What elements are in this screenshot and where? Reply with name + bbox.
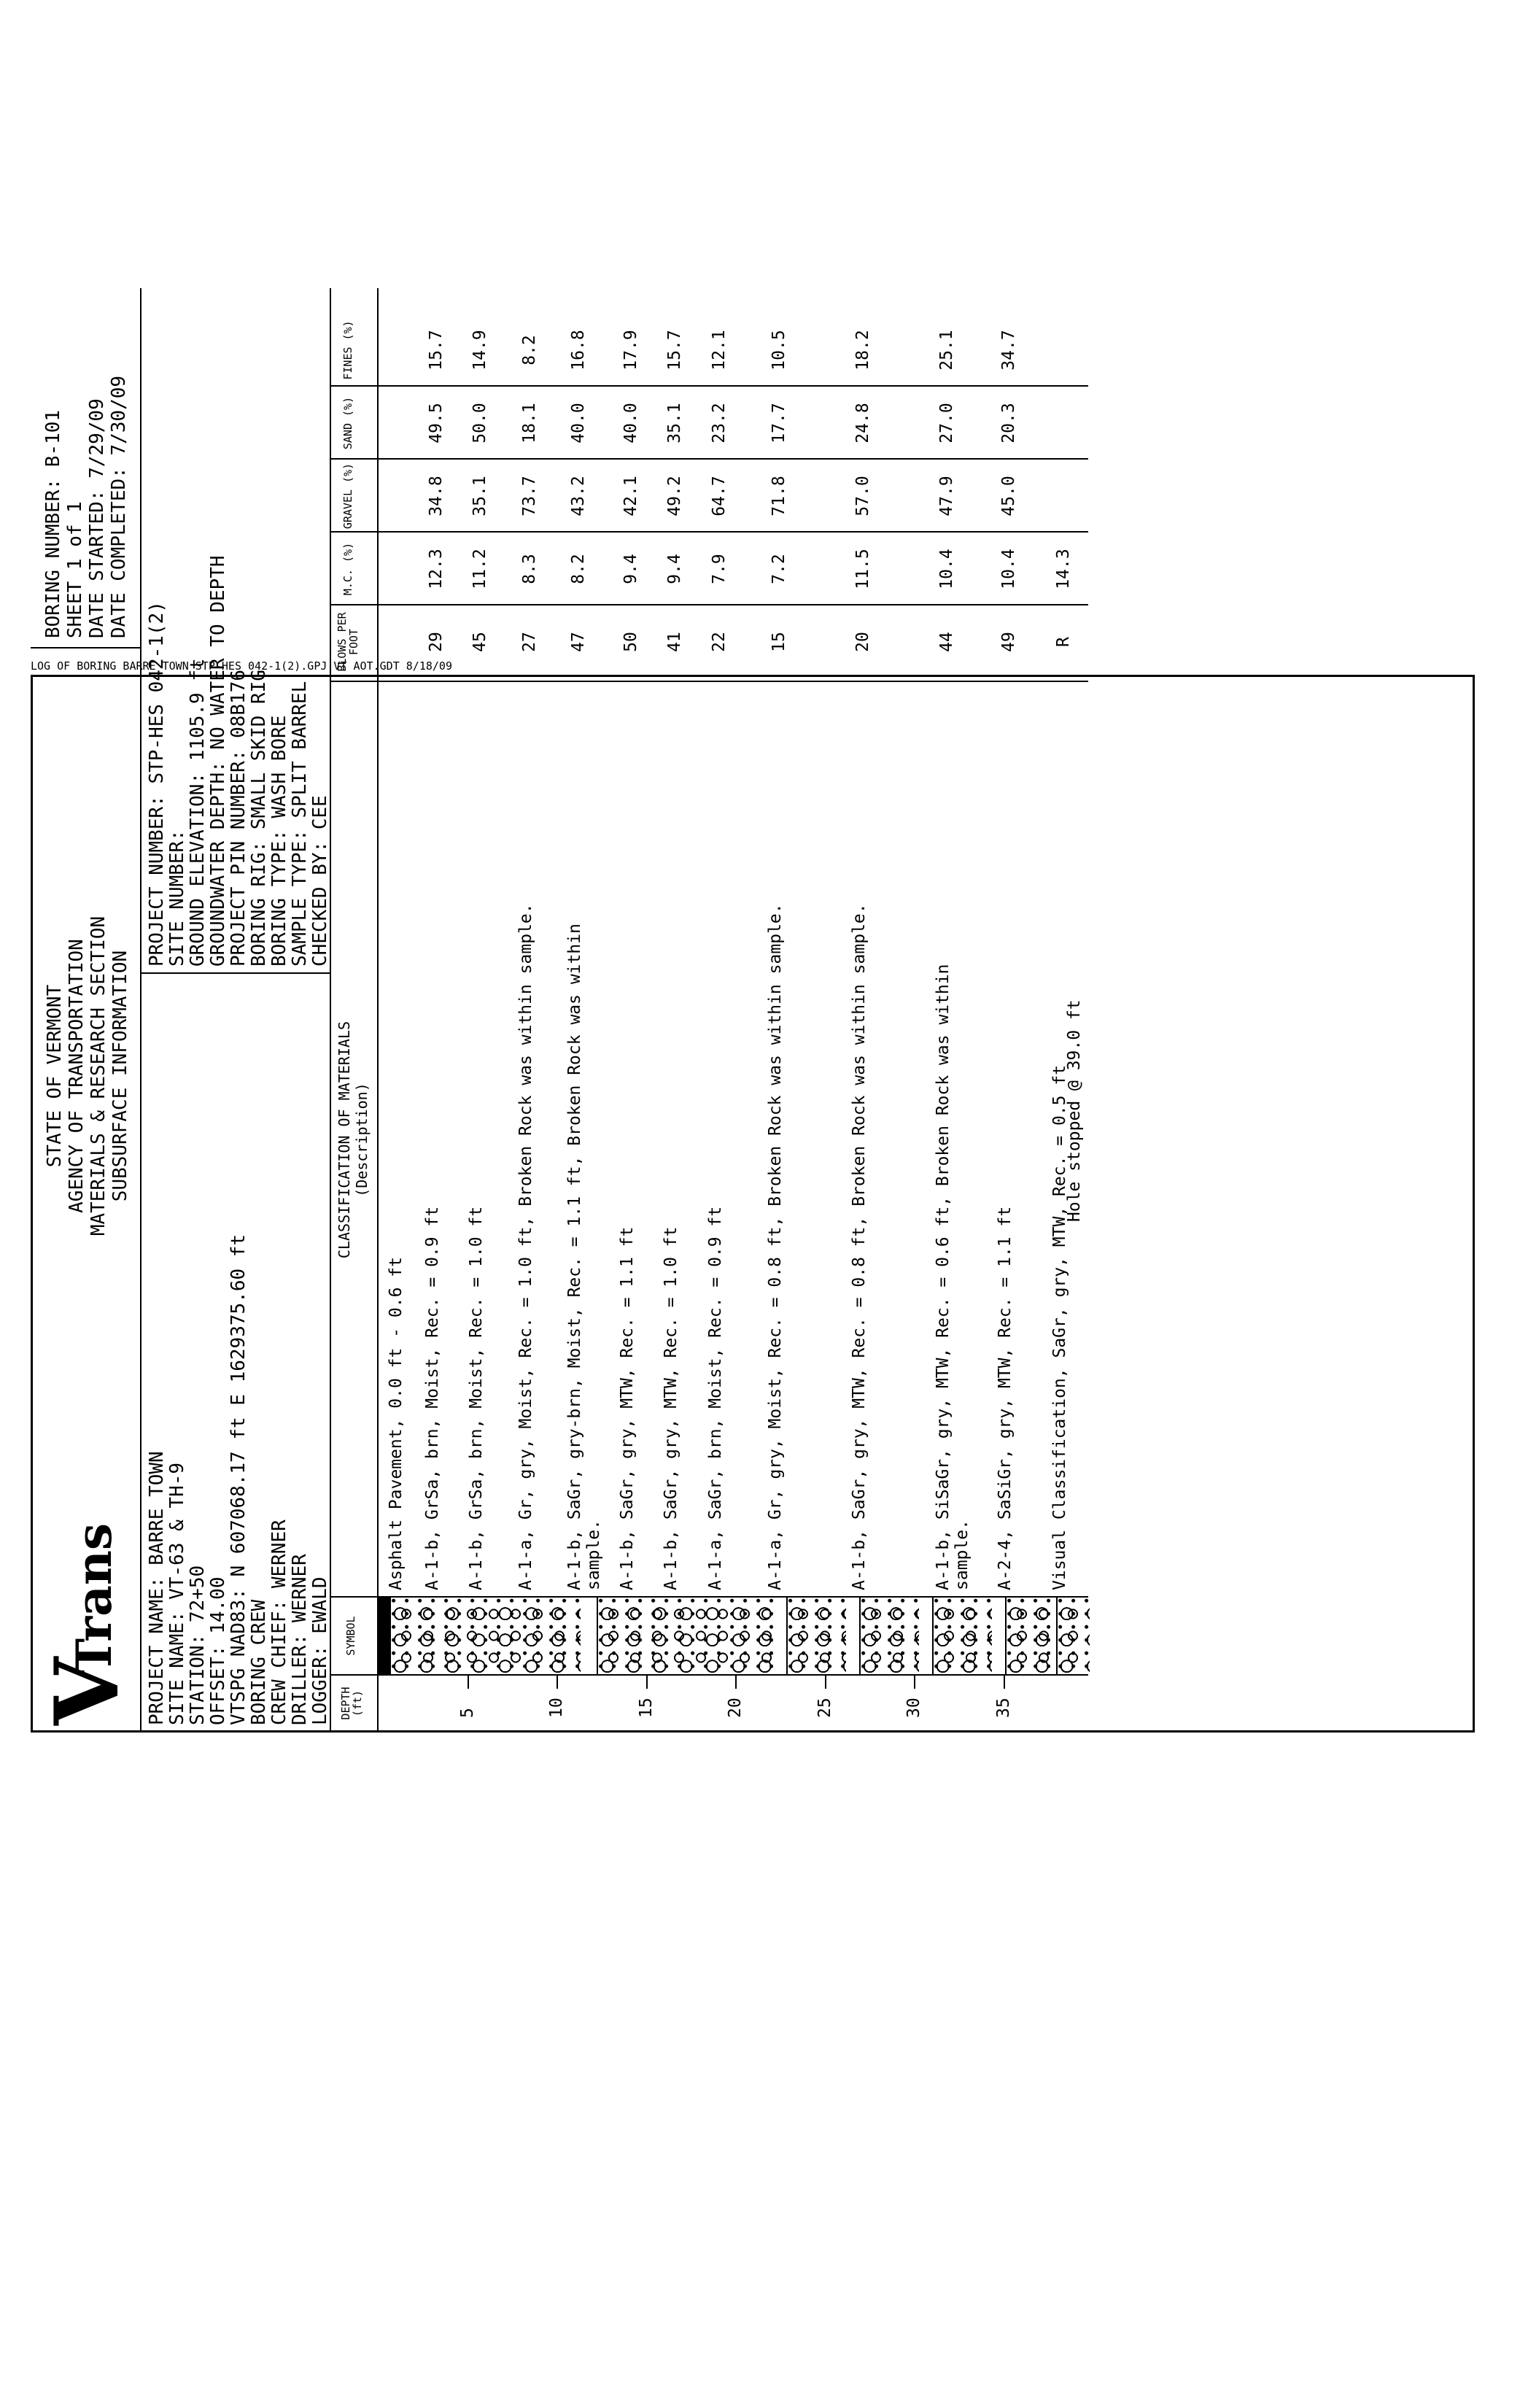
row-fines-value: 34.7: [999, 330, 1018, 371]
row-sand-value: 35.1: [665, 403, 684, 444]
row-blows-value: 15: [769, 632, 788, 652]
depth-tick-label: 10: [547, 1697, 566, 1718]
row-gravel-value: 34.8: [427, 476, 446, 516]
boring-number: BORING NUMBER: B-101: [42, 409, 64, 638]
row-fines-value: 10.5: [769, 330, 788, 371]
row-mc-value: 8.2: [569, 554, 588, 584]
row-fines-value: 25.1: [937, 330, 956, 371]
row-sand-value: 18.1: [520, 403, 539, 444]
project-name: PROJECT NAME: BARRE TOWN: [146, 1451, 168, 1725]
row-description: A-1-b, SiSaGr, gry, MTW, Rec. = 0.6 ft, Broken Rock was within: [934, 964, 953, 1590]
project-pin: PROJECT PIN NUMBER: 08B176: [228, 670, 249, 967]
col-description: (Description): [353, 1083, 371, 1197]
groundwater-depth: GROUNDWATER DEPTH: NO WATER TO DEPTH: [207, 555, 229, 967]
row-gravel-value: 57.0: [853, 476, 872, 516]
row-blows-value: 27: [520, 632, 539, 652]
row-blows-value: 29: [427, 632, 446, 652]
row-fines-value: 17.9: [621, 330, 640, 371]
row-gravel-value: 42.1: [621, 476, 640, 516]
row-sand-value: 49.5: [427, 403, 446, 444]
row-blows-value: 50: [621, 632, 640, 652]
row-sand-value: 40.0: [621, 403, 640, 444]
row-description: A-1-b, SaGr, gry, MTW, Rec. = 1.0 ft: [662, 1226, 680, 1590]
depth-tick-mark: [914, 1676, 915, 1689]
row-description: A-1-b, SaGr, gry, MTW, Rec. = 0.8 ft, Broken Rock was within sample.: [850, 903, 869, 1590]
depth-tick-label: 25: [815, 1697, 834, 1718]
depth-tick-mark: [468, 1676, 469, 1689]
row-description: A-1-a, Gr, gry, Moist, Rec. = 1.0 ft, Broken Rock was within sample.: [516, 903, 535, 1590]
row-fines-value: 12.1: [710, 330, 729, 371]
col-gravel: GRAVEL (%): [341, 462, 354, 530]
row-blows-value: 41: [665, 632, 684, 652]
col-depth: DEPTH (ft): [339, 1687, 364, 1720]
project-number: PROJECT NUMBER: STP-HES 042-1(2): [146, 601, 168, 967]
soil-symbol: [389, 1598, 581, 1674]
row-fines-value: 18.2: [853, 330, 872, 371]
driller: DRILLER: WERNER: [289, 1554, 311, 1725]
depth-tick-mark: [825, 1676, 826, 1689]
row-gravel-value: 35.1: [470, 476, 489, 516]
row-description: A-1-b, SaGr, gry, MTW, Rec. = 1.1 ft: [618, 1226, 637, 1590]
soil-symbol: [932, 1598, 992, 1674]
soil-symbol: [859, 1598, 919, 1674]
soil-symbol: [597, 1598, 773, 1674]
row-gravel-value: 71.8: [769, 476, 788, 516]
soil-symbol: [1056, 1598, 1090, 1674]
row-blows-value: 45: [470, 632, 489, 652]
checked-by: CHECKED BY: CEE: [309, 795, 331, 967]
soil-symbol: [786, 1598, 846, 1674]
row-description: A-1-a, Gr, gry, Moist, Rec. = 0.8 ft, Broken Rock was within sample.: [766, 903, 785, 1590]
date-started: DATE STARTED: 7/29/09: [86, 398, 108, 638]
row-blows-value: 22: [710, 632, 729, 652]
depth-tick-label: 30: [904, 1697, 923, 1718]
row-mc-value: 11.2: [470, 549, 489, 589]
depth-tick-mark: [646, 1676, 648, 1689]
row-sand-value: 20.3: [999, 403, 1018, 444]
soil-symbol: [1005, 1598, 1050, 1674]
depth-tick-label: 35: [993, 1697, 1013, 1718]
row-gravel-value: 47.9: [937, 476, 956, 516]
depth-tick-mark: [735, 1676, 737, 1689]
row-fines-value: 15.7: [665, 330, 684, 371]
row-description: A-1-b, GrSa, brn, Moist, Rec. = 1.0 ft: [467, 1206, 486, 1590]
boring-crew: BORING CREW: [248, 1599, 270, 1725]
row-description: Visual Classification, SaGr, gry, MTW, Rec. = 0.5 ft: [1050, 1064, 1069, 1590]
row-mc-value: 9.4: [665, 554, 684, 584]
crew-chief: CREW CHIEF: WERNER: [268, 1519, 290, 1725]
row-mc-value: 7.9: [710, 554, 729, 584]
row-gravel-value: 43.2: [569, 476, 588, 516]
offset: OFFSET: 14.00: [207, 1576, 229, 1725]
col-blows: BLOWS PER FOOT: [336, 612, 360, 672]
sample-type: SAMPLE TYPE: SPLIT BARREL: [289, 681, 311, 967]
logo-v: V: [36, 1657, 139, 1725]
row-gravel-value: 49.2: [665, 476, 684, 516]
col-mc: M.C. (%): [341, 542, 354, 596]
row-gravel-value: 64.7: [710, 476, 729, 516]
asphalt-symbol: [378, 1598, 389, 1674]
row-description: A-2-4, SaSiGr, gry, MTW, Rec. = 1.1 ft: [996, 1206, 1015, 1590]
row-blows-value: 49: [999, 632, 1018, 652]
depth-tick-mark: [1004, 1676, 1005, 1689]
row-mc-value: 10.4: [999, 549, 1018, 589]
agency-line-2: AGENCY OF TRANSPORTATION: [66, 939, 88, 1213]
row-sand-value: 23.2: [710, 403, 729, 444]
hole-stopped-note: Hole stopped @ 39.0 ft: [1065, 999, 1084, 1222]
row-sand-value: 17.7: [769, 403, 788, 444]
row-mc-value: 8.3: [520, 554, 539, 584]
row-fines-value: 14.9: [470, 330, 489, 371]
row-sand-value: 40.0: [569, 403, 588, 444]
logger: LOGGER: EWALD: [309, 1576, 331, 1725]
col-symbol: SYMBOL: [344, 1616, 357, 1656]
col-fines: FINES (%): [341, 320, 354, 380]
agency-line-3: MATERIALS & RESEARCH SECTION: [88, 915, 109, 1236]
row-mc-value: 14.3: [1054, 549, 1073, 589]
row-mc-value: 10.4: [937, 549, 956, 589]
row-description: A-1-b, GrSa, brn, Moist, Rec. = 0.9 ft: [423, 1206, 442, 1590]
date-completed: DATE COMPLETED: 7/30/09: [108, 375, 130, 638]
vtrans-logo: [36, 1404, 139, 1725]
row-fines-value: 8.2: [520, 335, 539, 365]
row-mc-value: 7.2: [769, 554, 788, 584]
row-fines-value: 15.7: [427, 330, 446, 371]
row-gravel-value: 45.0: [999, 476, 1018, 516]
sheet-number: SHEET 1 of 1: [64, 501, 86, 638]
row-blows-value: 47: [569, 632, 588, 652]
row-blows-value: 44: [937, 632, 956, 652]
row-sand-value: 50.0: [470, 403, 489, 444]
depth-tick-label: 20: [726, 1697, 745, 1718]
row-fines-value: 16.8: [569, 330, 588, 371]
row-description: A-1-a, SaGr, brn, Moist, Rec. = 0.9 ft: [706, 1206, 725, 1590]
row-description: Asphalt Pavement, 0.0 ft - 0.6 ft: [387, 1257, 406, 1590]
row-description-cont: sample.: [953, 1519, 972, 1590]
boring-rig: BORING RIG: SMALL SKID RIG: [248, 670, 270, 967]
row-mc-value: 11.5: [853, 549, 872, 589]
col-classification: CLASSIFICATION OF MATERIALS: [336, 1021, 353, 1259]
site-name: SITE NAME: VT-63 & TH-9: [166, 1462, 188, 1725]
station: STATION: 72+50: [187, 1565, 209, 1725]
agency-line-1: STATE OF VERMONT: [44, 984, 66, 1168]
row-blows-value: R: [1054, 637, 1073, 647]
col-sand: SAND (%): [341, 396, 354, 450]
depth-tick-label: 5: [457, 1708, 477, 1718]
row-description-cont: sample.: [584, 1519, 603, 1590]
depth-tick-mark: [557, 1676, 558, 1689]
ground-elevation: GROUND ELEVATION: 1105.9 ft: [187, 658, 209, 967]
row-gravel-value: 73.7: [520, 476, 539, 516]
row-mc-value: 12.3: [427, 549, 446, 589]
row-sand-value: 24.8: [853, 403, 872, 444]
row-mc-value: 9.4: [621, 554, 640, 584]
site-number: SITE NUMBER:: [166, 829, 188, 967]
row-sand-value: 27.0: [937, 403, 956, 444]
logo-trans: Trans: [66, 1523, 123, 1674]
row-blows-value: 20: [853, 632, 872, 652]
footer-file-line: LOG OF BORING BARRE TOWN STP-HES 042-1(2).GPJ VT AOT.GDT 8/18/09: [31, 659, 452, 673]
vtspg-coords: VTSPG NAD83: N 607068.17 ft E 1629375.60 ft: [228, 1234, 249, 1725]
boring-type: BORING TYPE: WASH BORE: [268, 715, 290, 967]
row-description: A-1-b, SaGr, gry-brn, Moist, Rec. = 1.1 ft, Broken Rock was within: [565, 924, 584, 1590]
symbol-column: [378, 1598, 1088, 1674]
agency-line-4: SUBSURFACE INFORMATION: [109, 950, 131, 1202]
depth-tick-label: 15: [636, 1697, 656, 1718]
